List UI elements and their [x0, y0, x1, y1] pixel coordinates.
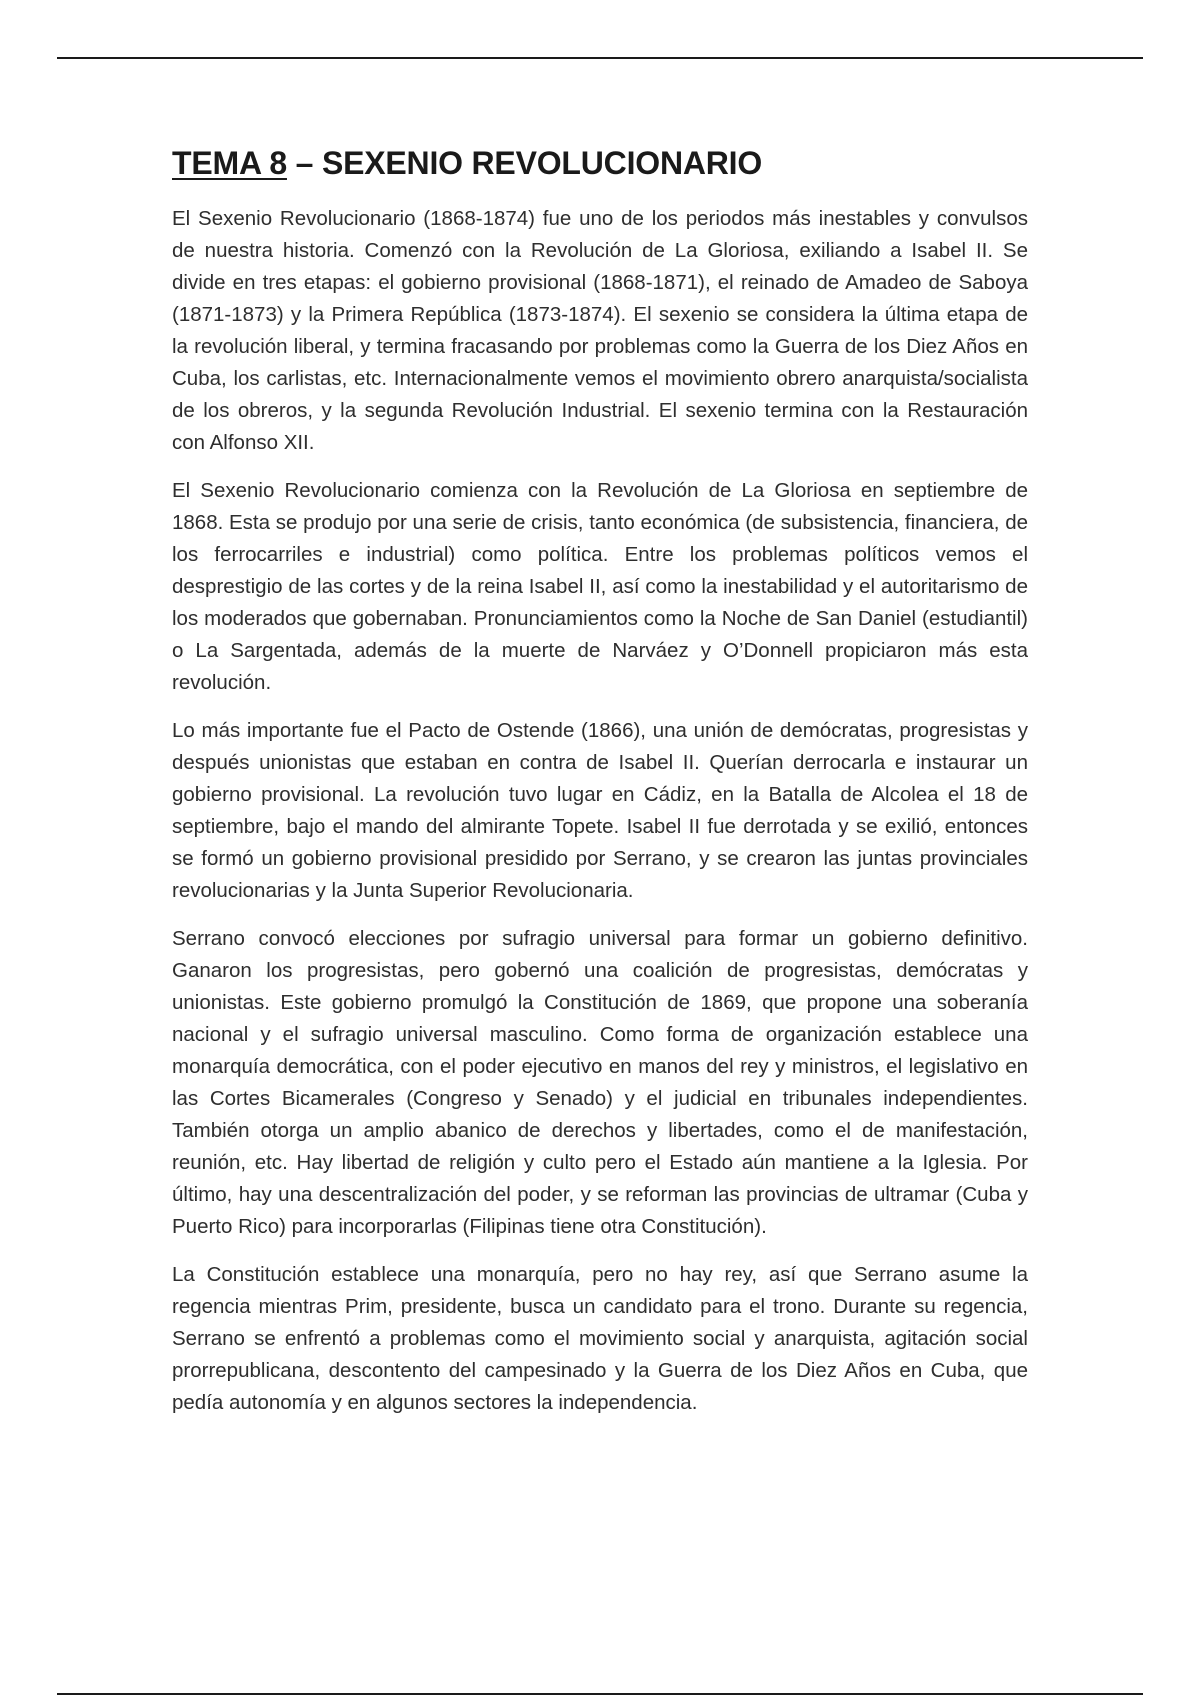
- page-title: [172, 143, 1028, 183]
- header-rule: [57, 57, 1143, 59]
- paragraph-gloriosa: El Sexenio Revolucionario comienza con la Revolución de La Gloriosa en septiembre de 1868. Esta se produjo por una serie de crisis, tanto económica (de subsistencia, financiera, de los ferrocarriles e industrial) como política. Entre los problemas políticos vemos el desprestigio de las cortes y de la reina Isabel II, así como la inestabilidad y el autoritarismo de los moderados que gobernaban. Pronunciamientos como la Noche de San Daniel (estudiantil) o La Sargentada, además de la muerte de Narváez y O’Donnell propiciaron más esta revolución.: [172, 479, 1028, 694]
- title-separator: –: [286, 145, 322, 181]
- page-content: [172, 143, 1028, 1435]
- paragraph-ostende: Lo más importante fue el Pacto de Ostende (1866), una unión de demócratas, progresistas y después unionistas que estaban en contra de Isabel II. Querían derrocarla e instaurar un gobierno provisional. La revolución tuvo lugar en Cádiz, en la Batalla de Alcolea el 18 de septiembre, bajo el mando del almirante Topete. Isabel II fue derrotada y se exilió, entonces se formó un gobierno provisional presidido por Serrano, y se crearon las juntas provinciales revolucionarias y la Junta Superior Revolucionaria.: [172, 719, 1028, 902]
- paragraph-intro: El Sexenio Revolucionario (1868-1874) fue uno de los periodos más inestables y convulsos de nuestra historia. Comenzó con la Revolución de La Gloriosa, exiliando a Isabel II. Se divide en tres etapas: el gobierno provisional (1868-1871), el reinado de Amadeo de Saboya (1871-1873) y la Primera República (1873-1874). El sexenio se considera la última etapa de la revolución liberal, y termina fracasando por problemas como la Guerra de los Diez Años en Cuba, los carlistas, etc. Internacionalmente vemos el movimiento obrero anarquista/socialista de los obreros, y la segunda Revolución Industrial. El sexenio termina con la Restauración con Alfonso XII.: [172, 207, 1028, 454]
- topic-title: SEXENIO REVOLUCIONARIO: [321, 145, 763, 181]
- paragraph-regencia: La Constitución establece una monarquía, pero no hay rey, así que Serrano asume la regencia mientras Prim, presidente, busca un candidato para el trono. Durante su regencia, Serrano se enfrentó a problemas como el movimiento social y anarquista, agitación social prorrepublicana, descontento del campesinado y la Guerra de los Diez Años en Cuba, que pedía autonomía y en algunos sectores la independencia.: [172, 1263, 1028, 1414]
- paragraph-constitucion: Serrano convocó elecciones por sufragio universal para formar un gobierno definitivo. Ganaron los progresistas, pero gobernó una coalición de progresistas, demócratas y unionistas. Este gobierno promulgó la Constitución de 1869, que propone una soberanía nacional y el sufragio universal masculino. Como forma de organización establece una monarquía democrática, con el poder ejecutivo en manos del rey y ministros, el legislativo en las Cortes Bicamerales (Congreso y Senado) y el judicial en tribunales independientes. También otorga un amplio abanico de derechos y libertades, como el de manifestación, reunión, etc. Hay libertad de religión y culto pero el Estado aún mantiene a la Iglesia. Por último, hay una descentralización del poder, y se reforman las provincias de ultramar (Cuba y Puerto Rico) para incorporarlas (Filipinas tiene otra Constitución).: [172, 927, 1028, 1238]
- footer-rule: [57, 1693, 1143, 1695]
- topic-number: TEMA 8: [172, 145, 287, 181]
